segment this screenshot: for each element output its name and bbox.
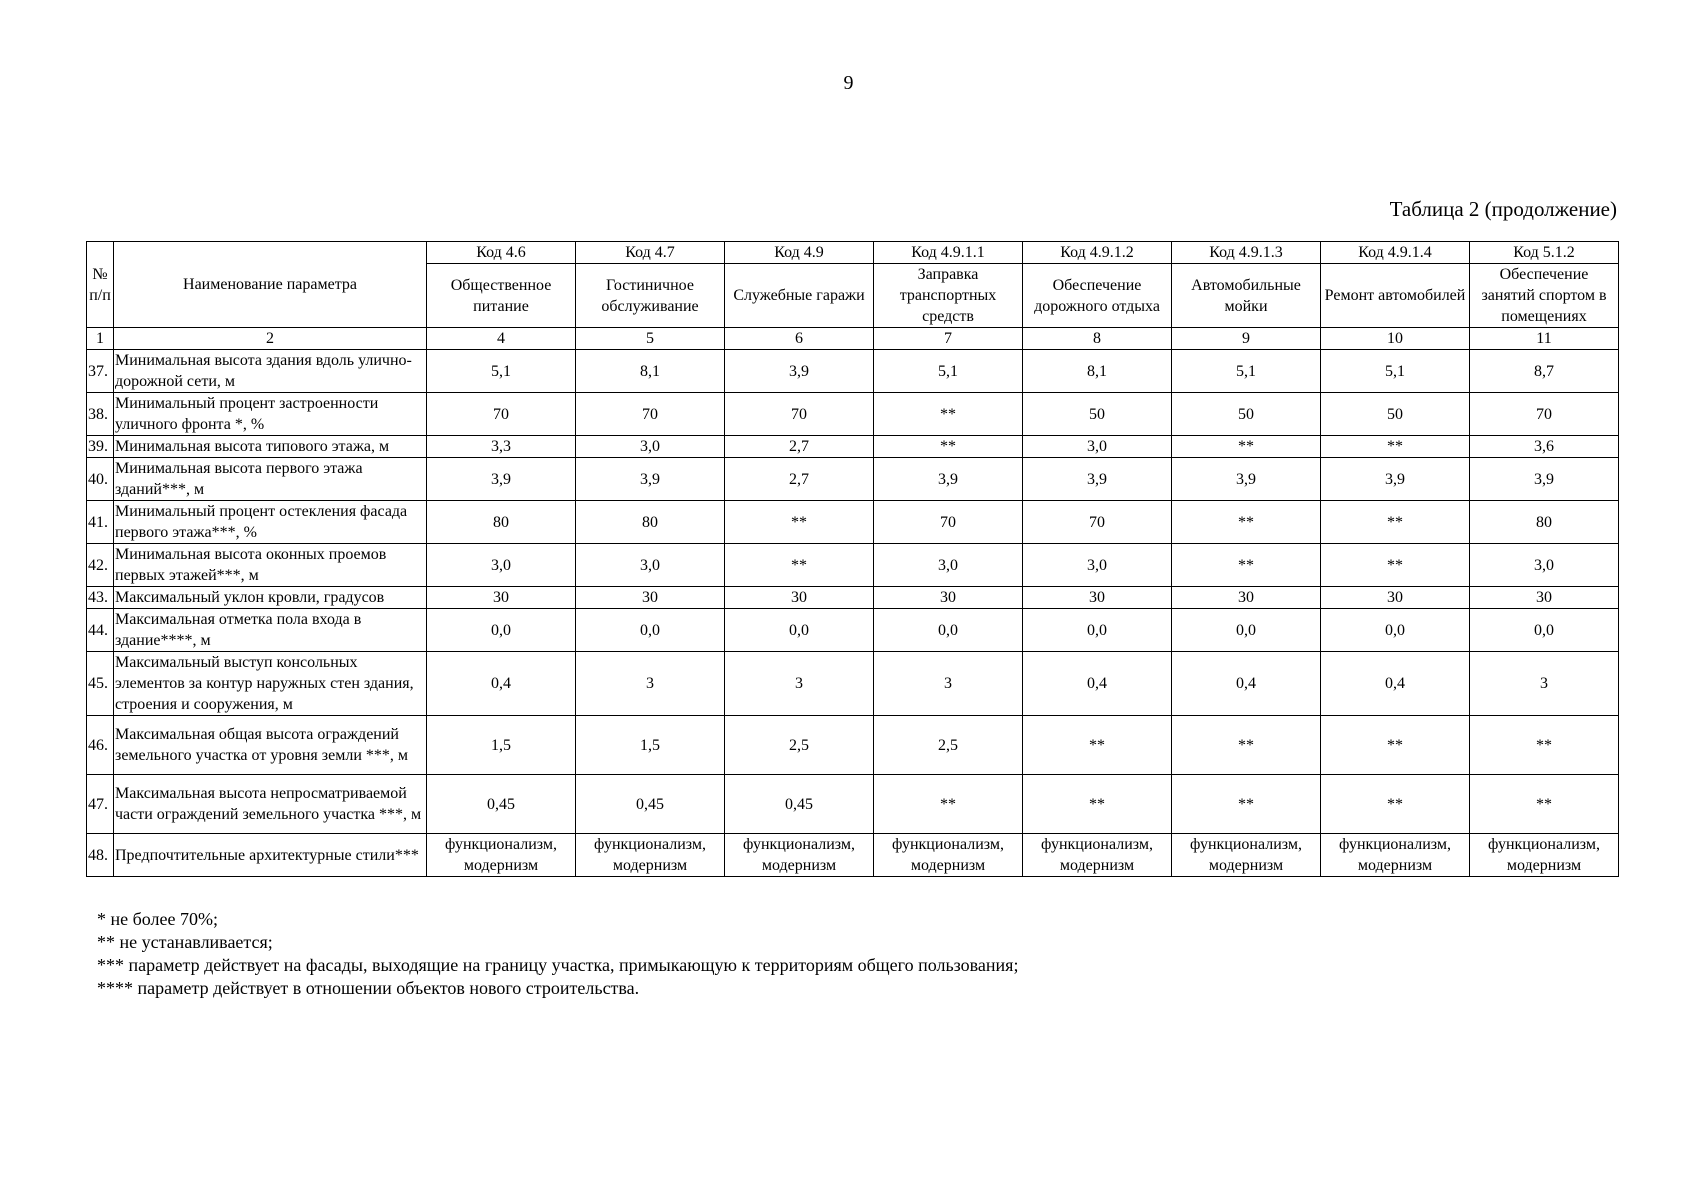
parameter-value: 50: [1321, 393, 1470, 436]
parameter-value: 0,0: [576, 609, 725, 652]
parameter-name: Минимальный процент остекления фасада первого этажа***, %: [114, 501, 427, 544]
parameter-value: функционализм, модернизм: [725, 834, 874, 877]
header-code: Код 5.1.2: [1470, 242, 1619, 264]
parameter-name: Минимальная высота первого этажа зданий***, м: [114, 458, 427, 501]
column-number: 9: [1172, 328, 1321, 350]
row-number: 47.: [87, 775, 114, 834]
parameter-value: **: [1172, 501, 1321, 544]
parameter-value: 0,0: [874, 609, 1023, 652]
parameter-name: Максимальная общая высота ограждений земельного участка от уровня земли ***, м: [114, 716, 427, 775]
parameter-value: **: [874, 393, 1023, 436]
parameter-value: 8,7: [1470, 350, 1619, 393]
parameter-value: 3,0: [1470, 544, 1619, 587]
parameter-value: 1,5: [427, 716, 576, 775]
parameter-value: 3,0: [874, 544, 1023, 587]
parameter-value: 2,7: [725, 436, 874, 458]
table-row: [87, 716, 1619, 775]
header-use: Автомобильные мойки: [1172, 264, 1321, 328]
parameter-value: 70: [1023, 501, 1172, 544]
header-code: Код 4.9.1.4: [1321, 242, 1470, 264]
header-code: Код 4.7: [576, 242, 725, 264]
parameter-value: функционализм, модернизм: [1023, 834, 1172, 877]
parameter-value: 0,0: [1321, 609, 1470, 652]
parameter-value: 3,9: [1321, 458, 1470, 501]
row-number: 48.: [87, 834, 114, 877]
parameter-value: **: [1321, 716, 1470, 775]
parameter-value: **: [725, 501, 874, 544]
parameter-value: 3,0: [576, 544, 725, 587]
header-code: Код 4.9.1.2: [1023, 242, 1172, 264]
parameter-value: 3: [874, 652, 1023, 716]
footnote: ** не устанавливается;: [97, 932, 273, 952]
parameter-value: 70: [874, 501, 1023, 544]
parameter-value: 3: [1470, 652, 1619, 716]
header-use: Заправка транспортных средств: [874, 264, 1023, 328]
parameter-value: 3,0: [427, 544, 576, 587]
header-code: Код 4.9.1.1: [874, 242, 1023, 264]
parameter-value: 0,4: [1023, 652, 1172, 716]
parameter-value: 30: [1023, 587, 1172, 609]
parameter-value: 3,9: [1172, 458, 1321, 501]
footnote: *** параметр действует на фасады, выходящие на границу участка, примыкающую к территориям общего пользования;: [97, 955, 1019, 975]
parameter-value: 2,5: [725, 716, 874, 775]
parameters-table: [86, 241, 1619, 877]
parameter-value: 0,45: [576, 775, 725, 834]
table-row: [87, 393, 1619, 436]
row-number: 43.: [87, 587, 114, 609]
parameter-value: 50: [1172, 393, 1321, 436]
header-code: Код 4.9: [725, 242, 874, 264]
parameter-value: 70: [427, 393, 576, 436]
row-number: 45.: [87, 652, 114, 716]
parameter-value: **: [1023, 716, 1172, 775]
parameter-value: 2,7: [725, 458, 874, 501]
parameter-value: функционализм, модернизм: [1470, 834, 1619, 877]
footnotes: [97, 908, 1018, 1000]
column-number: 6: [725, 328, 874, 350]
parameter-value: **: [1321, 436, 1470, 458]
page-number: 9: [843, 72, 854, 94]
header-use: Обеспечение занятий спортом в помещениях: [1470, 264, 1619, 328]
parameter-name: Максимальная отметка пола входа в здание****, м: [114, 609, 427, 652]
parameter-value: **: [1172, 716, 1321, 775]
header-use: Служебные гаражи: [725, 264, 874, 328]
parameter-name: Минимальная высота оконных проемов первых этажей***, м: [114, 544, 427, 587]
parameter-name: Предпочтительные архитектурные стили***: [114, 834, 427, 877]
column-number-row: [87, 328, 1619, 350]
parameter-value: 3,3: [427, 436, 576, 458]
header-use: Общественное питание: [427, 264, 576, 328]
parameter-value: 30: [1321, 587, 1470, 609]
row-number: 37.: [87, 350, 114, 393]
parameter-value: 8,1: [1023, 350, 1172, 393]
column-number: 5: [576, 328, 725, 350]
parameter-value: **: [1470, 775, 1619, 834]
parameter-value: 50: [1023, 393, 1172, 436]
parameter-value: 0,45: [427, 775, 576, 834]
table-row: [87, 458, 1619, 501]
parameter-value: 3,6: [1470, 436, 1619, 458]
parameter-name: Максимальная высота непросматриваемой части ограждений земельного участка ***, м: [114, 775, 427, 834]
parameter-value: 3,9: [874, 458, 1023, 501]
parameter-value: 2,5: [874, 716, 1023, 775]
parameter-value: 70: [576, 393, 725, 436]
header-number: № п/п: [87, 242, 114, 328]
parameter-name: Минимальная высота здания вдоль улично-дорожной сети, м: [114, 350, 427, 393]
parameter-value: **: [1023, 775, 1172, 834]
parameter-value: 0,45: [725, 775, 874, 834]
parameter-value: 3,9: [1470, 458, 1619, 501]
row-number: 40.: [87, 458, 114, 501]
column-number: 2: [114, 328, 427, 350]
parameter-value: 0,0: [725, 609, 874, 652]
table-row: [87, 834, 1619, 877]
table-row: [87, 350, 1619, 393]
column-number: 7: [874, 328, 1023, 350]
footnote: **** параметр действует в отношении объектов нового строительства.: [97, 978, 640, 998]
code-header-row: [87, 242, 1619, 264]
parameter-value: функционализм, модернизм: [427, 834, 576, 877]
parameter-value: 80: [427, 501, 576, 544]
parameter-value: 3: [725, 652, 874, 716]
table-row: [87, 501, 1619, 544]
row-number: 46.: [87, 716, 114, 775]
parameter-value: функционализм, модернизм: [576, 834, 725, 877]
parameter-name: Минимальный процент застроенности уличного фронта *, %: [114, 393, 427, 436]
table-row: [87, 544, 1619, 587]
parameter-value: 3,0: [576, 436, 725, 458]
parameter-value: 0,0: [1470, 609, 1619, 652]
parameter-value: 3,0: [1023, 544, 1172, 587]
parameter-value: функционализм, модернизм: [874, 834, 1023, 877]
parameter-value: 3: [576, 652, 725, 716]
parameter-value: 3,9: [1023, 458, 1172, 501]
header-code: Код 4.6: [427, 242, 576, 264]
parameter-value: 5,1: [1321, 350, 1470, 393]
parameter-value: 30: [427, 587, 576, 609]
parameter-value: функционализм, модернизм: [1321, 834, 1470, 877]
footnote: * не более 70%;: [97, 909, 218, 929]
parameter-value: **: [874, 775, 1023, 834]
parameter-value: 3,9: [427, 458, 576, 501]
parameter-value: 30: [1470, 587, 1619, 609]
header-parameter-name: Наименование параметра: [114, 242, 427, 328]
column-number: 8: [1023, 328, 1172, 350]
parameter-value: 30: [576, 587, 725, 609]
parameter-value: 5,1: [874, 350, 1023, 393]
column-number: 10: [1321, 328, 1470, 350]
parameter-value: 5,1: [1172, 350, 1321, 393]
row-number: 42.: [87, 544, 114, 587]
parameter-value: 0,0: [1023, 609, 1172, 652]
table-row: [87, 587, 1619, 609]
row-number: 41.: [87, 501, 114, 544]
table-row: [87, 775, 1619, 834]
table-row: [87, 436, 1619, 458]
parameter-value: 0,4: [1172, 652, 1321, 716]
header-code: Код 4.9.1.3: [1172, 242, 1321, 264]
row-number: 44.: [87, 609, 114, 652]
parameter-value: 0,0: [1172, 609, 1321, 652]
parameter-value: **: [1321, 501, 1470, 544]
header-use: Ремонт автомобилей: [1321, 264, 1470, 328]
column-number: 4: [427, 328, 576, 350]
parameter-value: 30: [874, 587, 1023, 609]
parameter-value: 5,1: [427, 350, 576, 393]
row-number: 39.: [87, 436, 114, 458]
parameter-value: функционализм, модернизм: [1172, 834, 1321, 877]
parameter-value: 0,4: [427, 652, 576, 716]
parameter-value: 0,0: [427, 609, 576, 652]
parameter-name: Минимальная высота типового этажа, м: [114, 436, 427, 458]
parameter-value: 30: [725, 587, 874, 609]
parameter-value: 70: [1470, 393, 1619, 436]
column-number: 11: [1470, 328, 1619, 350]
header-use: Гостиничное обслуживание: [576, 264, 725, 328]
parameter-value: **: [1172, 775, 1321, 834]
parameter-name: Максимальный уклон кровли, градусов: [114, 587, 427, 609]
parameter-value: **: [1172, 544, 1321, 587]
parameter-value: 80: [576, 501, 725, 544]
column-number: 1: [87, 328, 114, 350]
parameter-value: 70: [725, 393, 874, 436]
parameter-value: **: [1470, 716, 1619, 775]
parameter-value: 8,1: [576, 350, 725, 393]
parameter-value: 1,5: [576, 716, 725, 775]
table-row: [87, 652, 1619, 716]
parameter-value: **: [1172, 436, 1321, 458]
parameter-value: 3,0: [1023, 436, 1172, 458]
parameter-value: **: [1321, 775, 1470, 834]
header-use: Обеспечение дорожного отдыха: [1023, 264, 1172, 328]
parameter-value: 0,4: [1321, 652, 1470, 716]
parameter-value: 80: [1470, 501, 1619, 544]
parameter-value: **: [725, 544, 874, 587]
parameter-value: **: [1321, 544, 1470, 587]
parameter-value: **: [874, 436, 1023, 458]
parameter-value: 3,9: [576, 458, 725, 501]
table-caption: Таблица 2 (продолжение): [1389, 197, 1617, 221]
parameter-value: 30: [1172, 587, 1321, 609]
row-number: 38.: [87, 393, 114, 436]
parameter-value: 3,9: [725, 350, 874, 393]
parameter-name: Максимальный выступ консольных элементов за контур наружных стен здания, строения и сооружения, м: [114, 652, 427, 716]
table-row: [87, 609, 1619, 652]
